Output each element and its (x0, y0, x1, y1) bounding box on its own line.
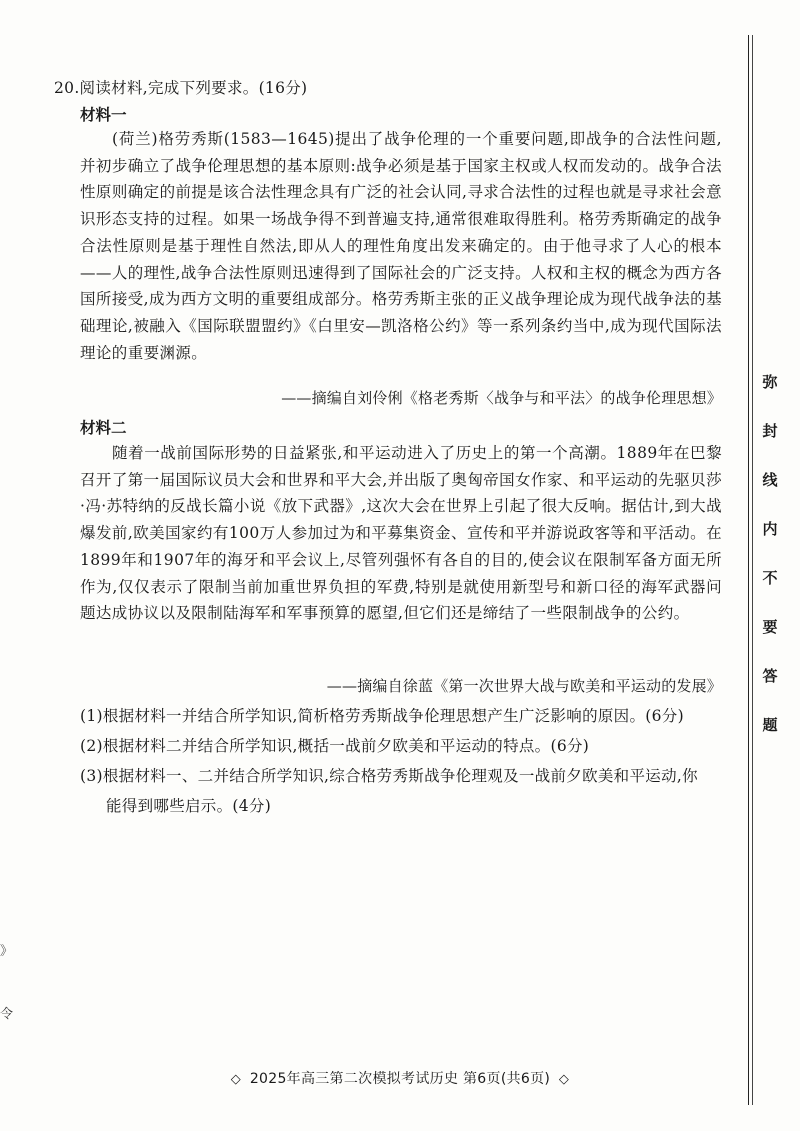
binding-char: 内 (762, 520, 778, 538)
page-footer (0, 1068, 800, 1088)
material-1-source: ——摘编自刘伶俐《格老秀斯〈战争与和平法〉的战争伦理思想》 (281, 389, 722, 407)
sub-question-2 (80, 731, 730, 761)
sub-question-1 (80, 701, 730, 731)
binding-char: 答 (762, 667, 778, 685)
edge-mark-1: 》 (0, 944, 14, 959)
footer-text: 2025年高三第二次模拟考试历史 第6页(共6页) (249, 1071, 551, 1087)
sub-question-2-text: (2)根据材料二并结合所学知识,概括一战前夕欧美和平运动的特点。(6分) (80, 737, 590, 755)
sub-question-3-continuation: 能得到哪些启示。(4分) (106, 797, 272, 815)
question-title: 20.阅读材料,完成下列要求。(16分) (54, 79, 308, 97)
material-2-source: ——摘编自徐蓝《第一次世界大战与欧美和平运动的发展》 (326, 677, 722, 695)
binding-char: 要 (762, 618, 778, 636)
binding-char: 线 (762, 471, 778, 489)
material-2-text: 随着一战前国际形势的日益紧张,和平运动进入了历史上的第一个高潮。1889年在巴黎召开了第一届国际议员大会和世界和平大会,并出版了奥匈帝国女作家、和平运动的先驱贝莎·冯·苏特纳的反战长篇小说《放下武器》,这次大会在世界上引起了很大反响。据估计,到大战爆发前,欧美国家约有100万人参加过为和平募集资金、宣传和平并游说政客等和平活动。在1899年和1907年的海牙和平会议上,尽管列强怀有各自的目的,使会议在限制军备方面无所作为,仅仅表示了限制当前加重世界负担的军费,特别是就使用新型号和新口径的海军武器问题达成协议以及限制陆海军和军事预算的愿望,但它们还是缔结了一些限制战争的公约。 (80, 444, 722, 623)
footer-diamond-right-icon: ◇ (558, 1072, 570, 1087)
sub-question-3-text: (3)根据材料一、二并结合所学知识,综合格劳秀斯战争伦理观及一战前夕欧美和平运动,你 (80, 767, 698, 785)
edge-mark-2: 令 (0, 1007, 14, 1022)
binding-char: 题 (762, 716, 778, 734)
material-1-text: (荷兰)格劳秀斯(1583—1645)提出了战争伦理的一个重要问题,即战争的合法性问题,并初步确立了战争伦理思想的基本原则:战争必须是基于国家主权或人权而发动的。战争合法性原则确定的前提是该合法性理念具有广泛的社会认同,寻求合法性的过程也就是寻求社会意识形态支持的过程。如果一场战争得不到普遍支持,通常很难取得胜利。格劳秀斯确定的战争合法性原则是基于理性自然法,即从人的理性角度出发来确定的。由于他寻求了人心的根本——人的理性,战争合法性原则迅速得到了国际社会的广泛支持。人权和主权的概念为西方各国所接受,成为西方文明的重要组成部分。格劳秀斯主张的正义战争理论成为现代战争法的基础理论,被融入《国际联盟盟约》《白里安—凯洛格公约》等一系列条约当中,成为现代国际法理论的重要渊源。 (80, 130, 722, 362)
binding-line-inner (752, 35, 753, 1105)
sub-question-1-text: (1)根据材料一并结合所学知识,简析格劳秀斯战争伦理思想产生广泛影响的原因。(6分) (80, 707, 684, 725)
binding-char: 不 (762, 569, 778, 587)
material-1-heading: 材料一 (80, 106, 127, 124)
binding-char: 弥 (762, 373, 778, 391)
footer-diamond-left-icon: ◇ (230, 1072, 242, 1087)
sub-question-3 (80, 761, 730, 821)
material-2-heading: 材料二 (80, 419, 127, 437)
binding-char: 封 (762, 422, 778, 440)
binding-line (748, 35, 749, 1105)
binding-warning (757, 372, 783, 764)
